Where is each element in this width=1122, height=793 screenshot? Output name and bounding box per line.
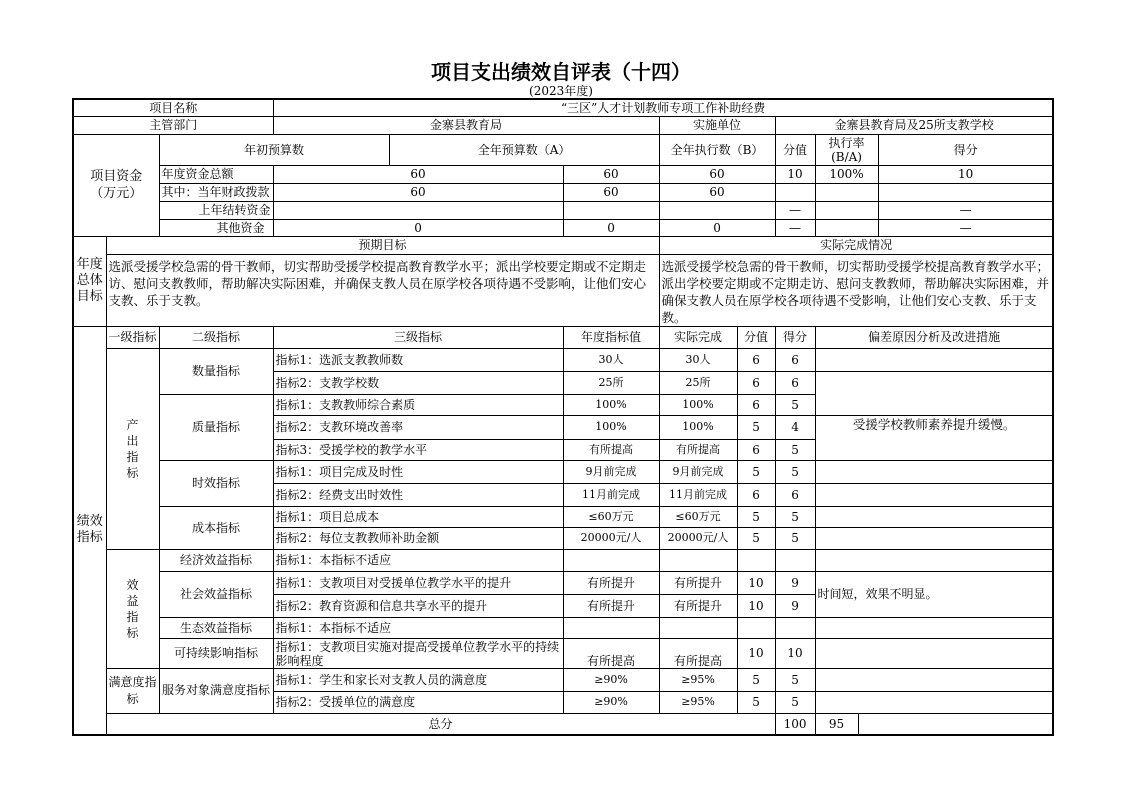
indicator-target: 100% — [563, 394, 659, 415]
indicator-score — [737, 617, 775, 638]
total-score: 100 — [775, 713, 815, 735]
social-group: 社会效益指标 — [159, 571, 273, 617]
indicator-name: 指标1：支教项目对受援单位教学水平的提升 — [273, 571, 563, 594]
indicator-score: 10 — [737, 594, 775, 617]
ind-header-l2: 二级指标 — [159, 326, 273, 348]
reason-cell — [815, 691, 1053, 713]
indicator-name: 指标1：项目总成本 — [273, 506, 563, 527]
actual-result-label: 实际完成情况 — [659, 236, 1053, 254]
funds-score — [775, 183, 815, 201]
total-label: 总分 — [106, 713, 775, 735]
indicator-name: 指标2：支教环境改善率 — [273, 415, 563, 439]
funds-initial: 60 — [273, 165, 563, 183]
indicator-score: 5 — [737, 415, 775, 439]
funds-header-annual: 全年预算数（A） — [389, 134, 659, 165]
evaluation-table — [72, 98, 1054, 736]
indicator-got: 6 — [775, 371, 815, 394]
indicator-actual: 有所提高 — [659, 439, 737, 460]
funds-header-score: 分值 — [775, 134, 815, 165]
expected-goal-label: 预期目标 — [106, 236, 659, 254]
ind-header-got: 得分 — [775, 326, 815, 348]
funds-annual — [563, 201, 659, 219]
indicator-name: 指标2：每位支教教师补助金额 — [273, 527, 563, 549]
indicator-name: 指标1：学生和家长对支教人员的满意度 — [273, 668, 563, 691]
indicator-target: 有所提升 — [563, 571, 659, 594]
service-group: 服务对象满意度指标 — [159, 668, 273, 713]
total-got: 95 — [815, 713, 858, 735]
funds-initial — [273, 201, 563, 219]
quality-group: 质量指标 — [159, 394, 273, 460]
indicator-actual: 11月前完成 — [659, 483, 737, 506]
indicator-score: 6 — [737, 394, 775, 415]
indicator-got: 10 — [775, 638, 815, 668]
funds-score: — — [775, 201, 815, 219]
indicator-actual: 100% — [659, 394, 737, 415]
indicator-actual: 有所提升 — [659, 571, 737, 594]
indicator-score: 5 — [737, 527, 775, 549]
indicator-score: 5 — [737, 460, 775, 483]
ind-header-l1: 一级指标 — [106, 326, 159, 348]
reason-cell — [815, 617, 1053, 638]
expected-goal-text: 选派受援学校急需的骨干教师，切实帮助受援学校提高教育教学水平；派出学校要定期或不定期走访、慰问支教教师，帮助解决实际困难，并确保支教人员在原学校各项待遇不受影响，让他们安心支教、乐于支教。 — [106, 254, 659, 326]
indicator-got: 9 — [775, 571, 815, 594]
indicator-score: 5 — [737, 691, 775, 713]
indicator-target: 有所提高 — [563, 439, 659, 460]
indicator-actual: ≥95% — [659, 691, 737, 713]
funds-got: — — [878, 219, 1053, 236]
funds-rate — [815, 219, 878, 236]
reason-cell — [815, 527, 1053, 549]
indicator-target: 有所提高 — [563, 638, 659, 668]
indicator-got: 5 — [775, 394, 815, 415]
funds-row-label: 其他资金 — [159, 219, 273, 236]
funds-annual: 60 — [563, 165, 659, 183]
project-name-label: 项目名称 — [73, 99, 273, 116]
indicator-got: 5 — [775, 668, 815, 691]
benefit-indicator-label: 效益指标 — [106, 549, 159, 668]
dept-label: 主管部门 — [73, 116, 273, 134]
indicator-actual — [659, 549, 737, 571]
economic-group: 经济效益指标 — [159, 549, 273, 571]
indicator-actual: 25所 — [659, 371, 737, 394]
indicator-got: 6 — [775, 483, 815, 506]
indicator-actual: 20000元/人 — [659, 527, 737, 549]
indicator-name: 指标1：支教项目实施对提高受援单位教学水平的持续影响程度 — [273, 638, 563, 668]
indicator-got — [775, 617, 815, 638]
indicator-name: 指标1：选派支教教师数 — [273, 348, 563, 371]
indicator-name: 指标2：受援单位的满意度 — [273, 691, 563, 713]
reason-cell — [815, 460, 1053, 483]
reason-cell — [815, 506, 1053, 527]
indicator-target: 9月前完成 — [563, 460, 659, 483]
satisfaction-indicator-label: 满意度指标 — [106, 668, 159, 713]
funds-initial: 60 — [273, 183, 563, 201]
indicator-target: ≥90% — [563, 668, 659, 691]
funds-exec — [659, 201, 775, 219]
total-reason-cell — [858, 713, 1053, 735]
funds-row-label: 上年结转资金 — [159, 201, 273, 219]
funds-rate — [815, 183, 878, 201]
sustainable-group: 可持续影响指标 — [159, 638, 273, 668]
indicator-got: 5 — [775, 527, 815, 549]
funds-header-exec: 全年执行数（B） — [659, 134, 775, 165]
impl-value: 金寨县教育局及25所支教学校 — [775, 116, 1053, 134]
ind-header-actual: 实际完成 — [659, 326, 737, 348]
cost-group: 成本指标 — [159, 506, 273, 549]
indicator-score: 10 — [737, 638, 775, 668]
funds-rate — [815, 201, 878, 219]
funds-rate: 100% — [815, 165, 878, 183]
funds-exec: 0 — [659, 219, 775, 236]
reason-cell — [815, 549, 1053, 571]
indicator-target: 有所提升 — [563, 594, 659, 617]
output-indicator-label: 产出指标 — [106, 348, 159, 549]
indicator-name: 指标2：经费支出时效性 — [273, 483, 563, 506]
indicator-actual: 9月前完成 — [659, 460, 737, 483]
quantity-group: 数量指标 — [159, 348, 273, 394]
funds-row-label: 年度资金总额 — [159, 165, 273, 183]
indicator-score: 6 — [737, 371, 775, 394]
indicator-score — [737, 549, 775, 571]
indicator-got: 6 — [775, 348, 815, 371]
funds-initial: 0 — [273, 219, 563, 236]
indicator-actual: ≥95% — [659, 668, 737, 691]
indicator-target: 20000元/人 — [563, 527, 659, 549]
indicator-target: 11月前完成 — [563, 483, 659, 506]
funds-score: — — [775, 219, 815, 236]
funds-got: 10 — [878, 165, 1053, 183]
indicator-got: 9 — [775, 594, 815, 617]
ecological-group: 生态效益指标 — [159, 617, 273, 638]
indicator-name: 指标1：支教教师综合素质 — [273, 394, 563, 415]
indicator-target: ≥90% — [563, 691, 659, 713]
indicator-name: 指标3：受援学校的教学水平 — [273, 439, 563, 460]
indicator-score: 5 — [737, 506, 775, 527]
indicator-got: 5 — [775, 691, 815, 713]
indicator-actual — [659, 617, 737, 638]
indicator-score: 10 — [737, 571, 775, 594]
goals-section-label: 年度总体目标 — [73, 236, 106, 326]
indicator-target: 100% — [563, 415, 659, 439]
funds-exec: 60 — [659, 183, 775, 201]
indicator-score: 6 — [737, 348, 775, 371]
reason-quality: 受援学校教师素养提升缓慢。 — [815, 415, 1053, 460]
funds-annual: 60 — [563, 183, 659, 201]
indicator-actual: 100% — [659, 415, 737, 439]
funds-score: 10 — [775, 165, 815, 183]
indicator-score: 6 — [737, 439, 775, 460]
indicator-target: 30人 — [563, 348, 659, 371]
indicator-got: 5 — [775, 439, 815, 460]
dept-value: 金寨县教育局 — [273, 116, 659, 134]
page-title: 项目支出绩效自评表（十四） — [431, 60, 691, 84]
indicator-name: 指标1：本指标不适应 — [273, 617, 563, 638]
funds-header-rate: 执行率 (B/A) — [815, 134, 878, 165]
funds-got: — — [878, 201, 1053, 219]
reason-cell — [815, 638, 1053, 668]
indicator-actual: ≤60万元 — [659, 506, 737, 527]
indicator-actual: 30人 — [659, 348, 737, 371]
reason-cell — [815, 668, 1053, 691]
indicator-name: 指标1：本指标不适应 — [273, 549, 563, 571]
funds-header-initial: 年初预算数 — [159, 134, 389, 165]
indicator-got — [775, 549, 815, 571]
ind-header-target: 年度指标值 — [563, 326, 659, 348]
ind-header-reason: 偏差原因分析及改进措施 — [815, 326, 1053, 348]
indicator-score: 6 — [737, 483, 775, 506]
indicator-got: 4 — [775, 415, 815, 439]
actual-result-text: 选派受援学校急需的骨干教师，切实帮助受援学校提高教育教学水平；派出学校要定期或不定期走访、慰问支教教师，帮助解决实际困难，并确保支教人员在原学校各项待遇不受影响，让他们安心支教、乐于支教。 — [659, 254, 1053, 326]
reason-cell — [815, 483, 1053, 506]
funds-got — [878, 183, 1053, 201]
funds-section-label: 项目资金 （万元） — [73, 134, 159, 236]
ind-header-l3: 三级指标 — [273, 326, 563, 348]
indicator-name: 指标1：项目完成及时性 — [273, 460, 563, 483]
indicator-target — [563, 617, 659, 638]
funds-annual: 0 — [563, 219, 659, 236]
indicator-target — [563, 549, 659, 571]
ind-header-score: 分值 — [737, 326, 775, 348]
timeliness-group: 时效指标 — [159, 460, 273, 506]
funds-exec: 60 — [659, 165, 775, 183]
project-name: “三区”人才计划教师专项工作补助经费 — [273, 99, 1053, 116]
reason-social: 时间短，效果不明显。 — [815, 571, 1053, 617]
reason-cell — [815, 348, 1053, 371]
year-label: (2023年度) — [529, 84, 593, 98]
indicator-actual: 有所提升 — [659, 594, 737, 617]
indicator-name: 指标2：教育资源和信息共享水平的提升 — [273, 594, 563, 617]
indicator-name: 指标2：支教学校数 — [273, 371, 563, 394]
indicator-got: 5 — [775, 506, 815, 527]
reason-cell — [815, 371, 1053, 415]
indicators-section-label: 绩效指标 — [73, 326, 106, 735]
impl-label: 实施单位 — [659, 116, 775, 134]
indicator-got: 5 — [775, 460, 815, 483]
funds-row-label: 其中：当年财政拨款 — [159, 183, 273, 201]
funds-header-got: 得分 — [878, 134, 1053, 165]
indicator-actual: 有所提高 — [659, 638, 737, 668]
indicator-target: ≤60万元 — [563, 506, 659, 527]
indicator-target: 25所 — [563, 371, 659, 394]
indicator-score: 5 — [737, 668, 775, 691]
